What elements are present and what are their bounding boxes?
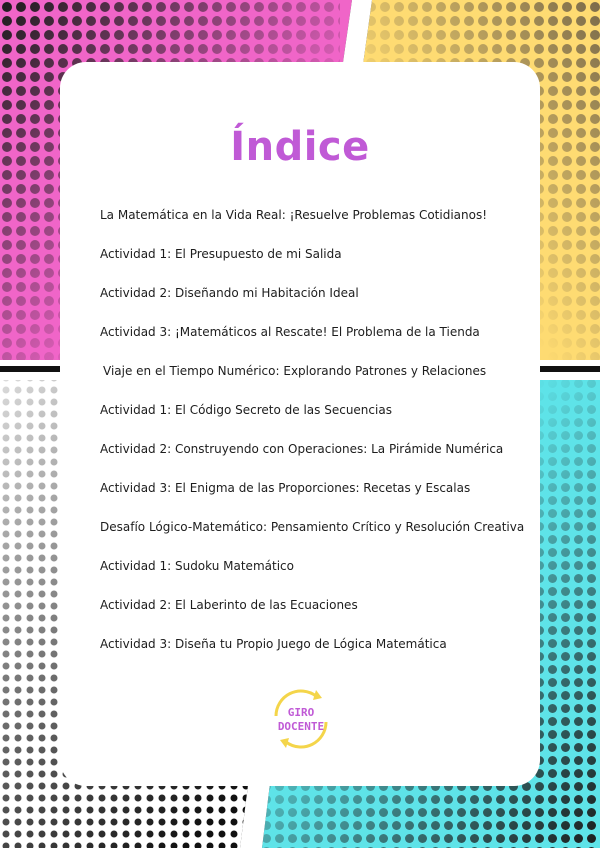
toc-item[interactable]: Actividad 2: Diseñando mi Habitación Ideal	[100, 286, 359, 300]
toc-item[interactable]: La Matemática en la Vida Real: ¡Resuelve Problemas Cotidianos!	[100, 208, 488, 222]
logo-line2: DOCENTE	[277, 720, 325, 733]
toc-item[interactable]: Viaje en el Tiempo Numérico: Explorando Patrones y Relaciones	[103, 364, 487, 378]
toc-item[interactable]: Actividad 3: El Enigma de las Proporciones: Recetas y Escalas	[100, 481, 471, 495]
table-of-contents	[100, 206, 530, 674]
toc-item[interactable]: Actividad 2: Construyendo con Operaciones: La Pirámide Numérica	[100, 442, 504, 456]
toc-item[interactable]: Actividad 3: Diseña tu Propio Juego de Lógica Matemática	[100, 637, 447, 651]
giro-docente-logo	[258, 676, 344, 762]
page-title: Índice	[230, 124, 370, 170]
toc-item[interactable]: Desafío Lógico-Matemático: Pensamiento Crítico y Resolución Creativa	[100, 520, 525, 534]
logo-line1: GIRO	[287, 706, 315, 719]
toc-item[interactable]: Actividad 1: Sudoku Matemático	[100, 559, 294, 573]
toc-item[interactable]: Actividad 1: El Presupuesto de mi Salida	[100, 247, 342, 261]
toc-item[interactable]: Actividad 3: ¡Matemáticos al Rescate! El Problema de la Tienda	[100, 325, 480, 339]
toc-item[interactable]: Actividad 1: El Código Secreto de las Secuencias	[100, 403, 392, 417]
toc-item[interactable]: Actividad 2: El Laberinto de las Ecuaciones	[100, 598, 358, 612]
